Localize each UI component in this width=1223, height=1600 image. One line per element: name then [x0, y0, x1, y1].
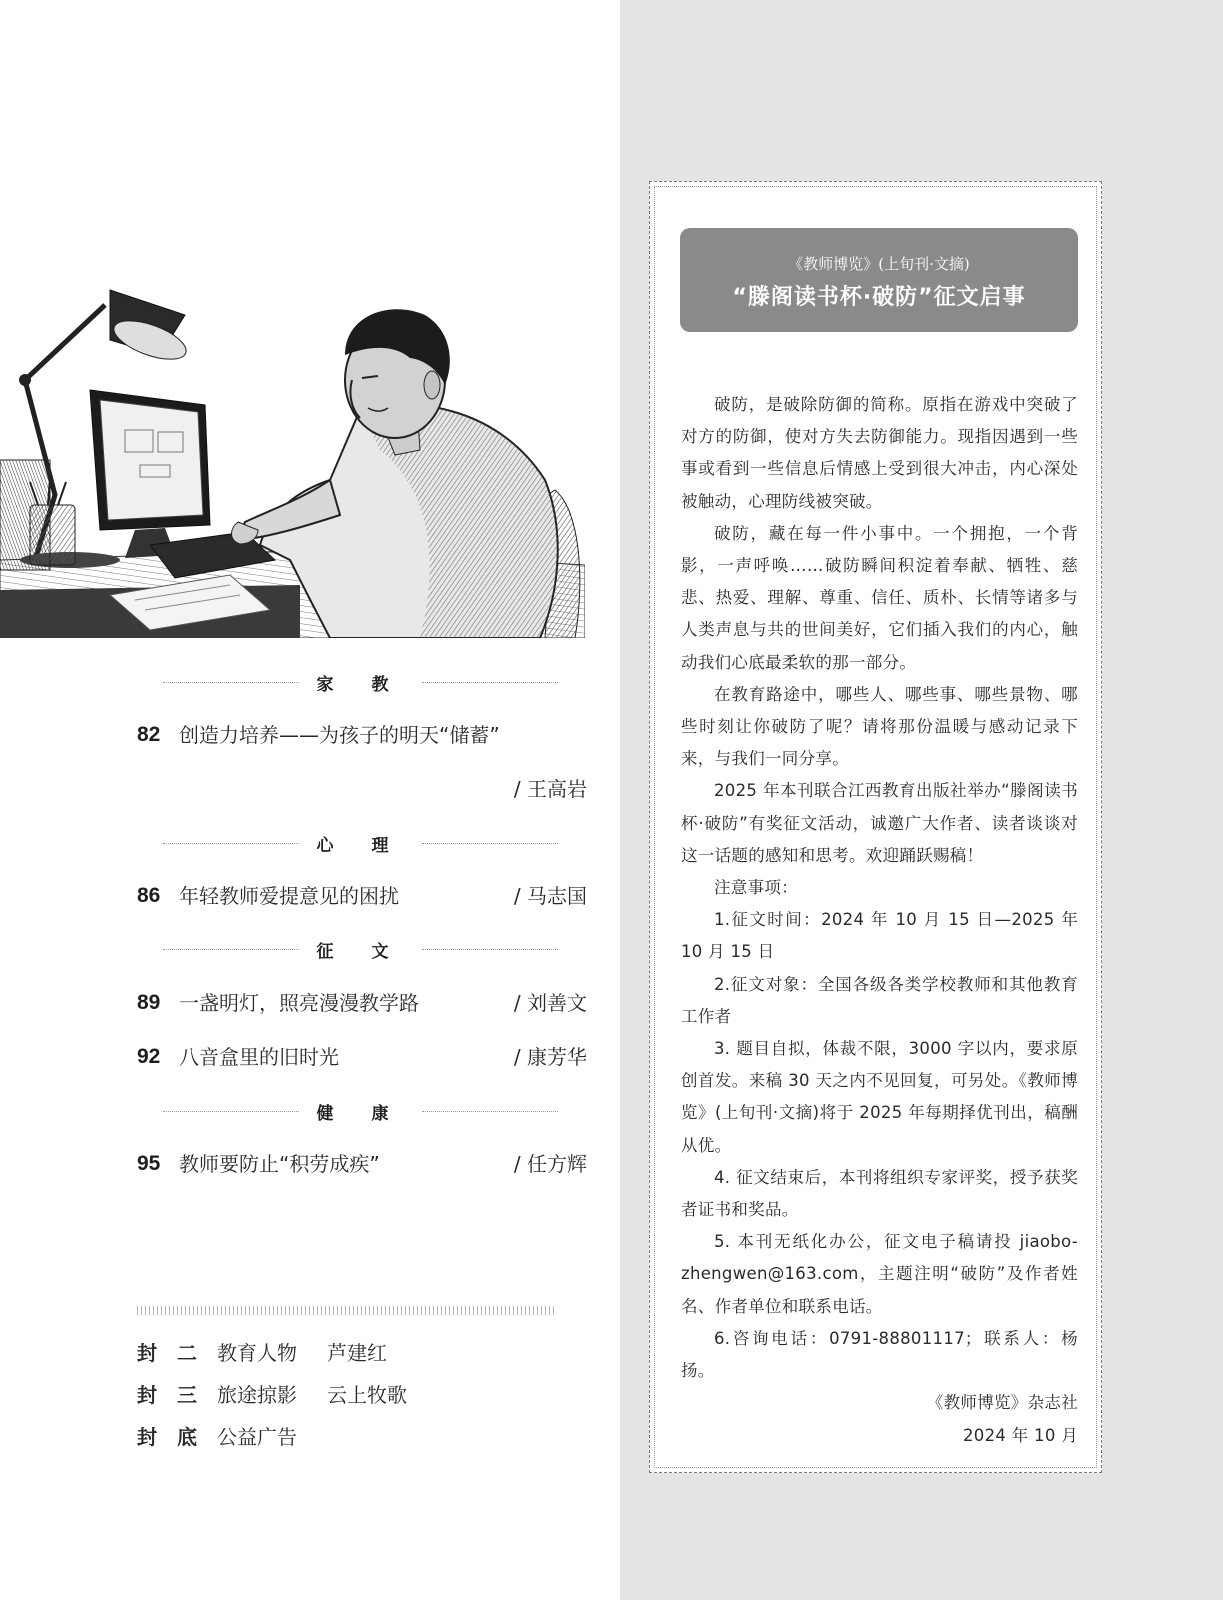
cover-key: 封: [137, 1383, 157, 1407]
dotted-rule: [422, 949, 558, 950]
toc-entry[interactable]: [137, 1041, 587, 1073]
toc-author: / 马志国: [513, 884, 587, 908]
toc-title: 八音盒里的旧时光: [179, 1045, 339, 1069]
notice-paragraph: 1.征文时间：2024 年 10 月 15 日—2025 年 10 月 15 日: [681, 910, 1078, 962]
cover-description: 旅途掠影: [217, 1383, 297, 1407]
toc-author: / 刘善文: [513, 991, 587, 1015]
dotted-rule: [163, 949, 299, 950]
dotted-rule: [163, 843, 299, 844]
toc-page-number: 89: [137, 991, 161, 1014]
notice-paragraph: 6.咨询电话：0791-88801117；联系人：杨扬。: [681, 1328, 1078, 1381]
section-label: 征 文: [316, 941, 405, 962]
section-label: 健 康: [316, 1103, 405, 1124]
cover-key: 封: [137, 1341, 157, 1365]
toc-page-number: 92: [137, 1045, 161, 1068]
cover-name: 芦建红: [327, 1341, 387, 1365]
notice-header: [680, 228, 1078, 332]
notice-signature: 《教师博览》杂志社: [926, 1393, 1078, 1413]
toc-entry[interactable]: [137, 987, 587, 1019]
notice-paragraph: 2.征文对象：全国各级各类学校教师和其他教育工作者: [681, 974, 1078, 1026]
illustration-teacher-at-computer: [0, 260, 585, 638]
section-label: 家 教: [316, 674, 405, 695]
cover-key: 三: [177, 1383, 197, 1407]
dotted-rule: [422, 843, 558, 844]
decorative-divider: [137, 1306, 555, 1315]
toc-entry[interactable]: [137, 719, 587, 751]
notice-paragraph: 5. 本刊无纸化办公，征文电子稿请投 jiaobo-zhengwen@163.com，主题注明“破防”及作者姓名、作者单位和联系电话。: [681, 1232, 1078, 1316]
dotted-rule: [422, 1111, 558, 1112]
cover-key: 二: [177, 1341, 197, 1365]
notice-paragraph: 3. 题目自拟，体裁不限，3000 字以内，要求原创首发。来稿 30 天之内不见回复，可另处。《教师博览》(上旬刊·文摘)将于 2025 年每期择优刊出，稿酬从优。: [681, 1039, 1078, 1155]
notice-paragraph: 破防，是破除防御的简称。原指在游戏中突破了对方的防御，使对方失去防御能力。现指因遇到一些事或看到一些信息后情感上受到很大冲击，内心深处被触动，心理防线被突破。: [681, 395, 1078, 511]
dotted-rule: [163, 1111, 299, 1112]
section-heading-psychology: [163, 831, 558, 855]
notice-publication: 《教师博览》(上旬刊·文摘): [788, 255, 970, 273]
toc-title: 创造力培养——为孩子的明天“储蓄”: [179, 723, 500, 747]
notice-date: 2024 年 10 月: [962, 1425, 1078, 1445]
notice-paragraph: 2025 年本刊联合江西教育出版社举办“滕阁读书杯·破防”有奖征文活动，诚邀广大作者、读者谈谈对这一话题的感知和思考。欢迎踊跃赐稿！: [681, 781, 1078, 865]
dotted-rule: [422, 682, 558, 683]
toc-entry[interactable]: [137, 880, 587, 912]
notice-body: [681, 389, 1078, 1452]
section-heading-family-education: [163, 670, 558, 694]
toc-page-number: 82: [137, 723, 161, 746]
section-label: 心 理: [316, 835, 405, 856]
cover-description: 公益广告: [217, 1425, 297, 1449]
toc-entry[interactable]: [137, 1148, 587, 1180]
dotted-rule: [163, 682, 299, 683]
toc-page-number: 86: [137, 884, 161, 907]
notice-title: “滕阁读书杯·破防”征文启事: [732, 285, 1026, 310]
notice-paragraph: 在教育路途中，哪些人、哪些事、哪些景物、哪些时刻让你破防了呢？请将那份温暖与感动记录下来，与我们一同分享。: [681, 684, 1078, 769]
cover-key: 底: [177, 1425, 197, 1449]
section-heading-essay-contest: [163, 937, 558, 961]
notice-paragraph: 4. 征文结束后，本刊将组织专家评奖，授予获奖者证书和奖品。: [681, 1167, 1078, 1220]
toc-page-number: 95: [137, 1152, 161, 1175]
notice-paragraph: 破防，藏在每一件小事中。一个拥抱，一个背影，一声呼唤……破防瞬间积淀着奉献、牺牲、慈悲、热爱、理解、尊重、信任、质朴、长情等诸多与人类声息与共的世间美好，它们插入我们的内心，触动我们心底最柔软的那一部分。: [681, 523, 1078, 672]
cover-key: 封: [137, 1425, 157, 1449]
cover-description: 教育人物: [217, 1341, 297, 1365]
section-heading-health: [163, 1099, 558, 1123]
toc-author: / 任方辉: [513, 1152, 587, 1176]
toc-title: 一盏明灯，照亮漫漫教学路: [179, 991, 419, 1015]
toc-title: 教师要防止“积劳成疾”: [179, 1152, 380, 1176]
toc-author: / 康芳华: [513, 1045, 587, 1069]
toc-author: / 王高岩: [513, 777, 587, 801]
notice-paragraph: 注意事项：: [714, 878, 798, 898]
cover-name: 云上牧歌: [327, 1383, 407, 1407]
toc-title: 年轻教师爱提意见的困扰: [179, 884, 399, 908]
